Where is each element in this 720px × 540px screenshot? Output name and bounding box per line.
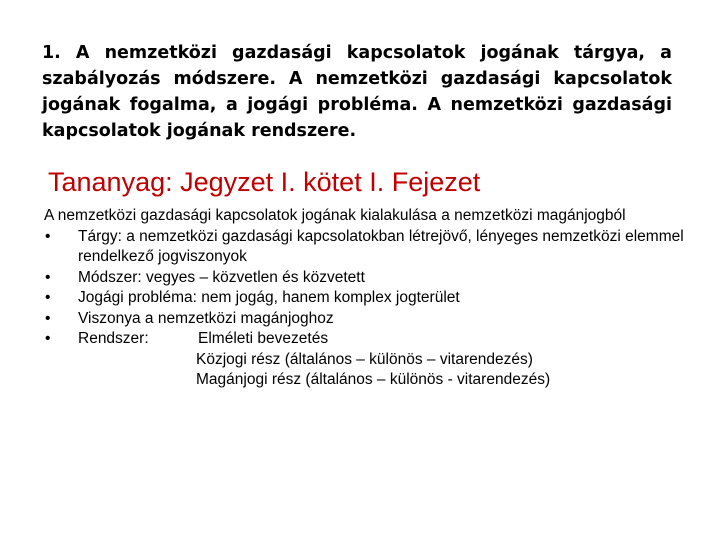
slide-body [44,206,684,391]
bullet-icon: • [45,268,51,286]
bullet-text: Tárgy: a nemzetközi gazdasági kapcsolatokban létrejövő, lényeges nemzetközi elemmel rendelkező jogviszonyok [78,227,684,265]
bullet-icon: • [45,309,51,327]
bullet-text: Jogági probléma: nem jogág, hanem komplex jogterület [78,289,460,306]
rendszer-item: Magánjogi rész (általános – különös - vitarendezés) [196,371,551,388]
bullet-text: Viszonya a nemzetközi magánjoghoz [78,309,334,327]
bullet-icon: • [45,289,51,306]
slide-subtitle: Tananyag: Jegyzet I. kötet I. Fejezet [48,167,481,197]
slide-heading: 1. A nemzetközi gazdasági kapcsolatok jogának tárgya, a szabályozás módszere. A nemzetközi gazdasági kapcsolatok jogának fogalma, a jogági probléma. A nemzetközi gazdasági kapcsolatok jogának rendszere. [42,43,672,141]
rendszer-label: Rendszer: [78,330,149,347]
bullet-icon: • [45,227,51,245]
intro-paragraph: A nemzetközi gazdasági kapcsolatok jogának kialakulása a nemzetközi magánjogból [44,207,626,224]
bullet-list [44,227,684,350]
bullet-item-targy [44,227,684,268]
bullet-item-jogagi-problema [44,288,684,309]
bullet-icon: • [45,330,51,347]
rendszer-item: Közjogi rész (általános – különös – vitarendezés) [196,350,533,368]
bullet-item-rendszer [44,329,684,350]
bullet-text: Módszer: vegyes – közvetlen és közvetett [78,268,365,286]
rendszer-item: Elméleti bevezetés [198,330,329,347]
bullet-item-viszonya [44,309,684,330]
bullet-item-modszer [44,268,684,289]
